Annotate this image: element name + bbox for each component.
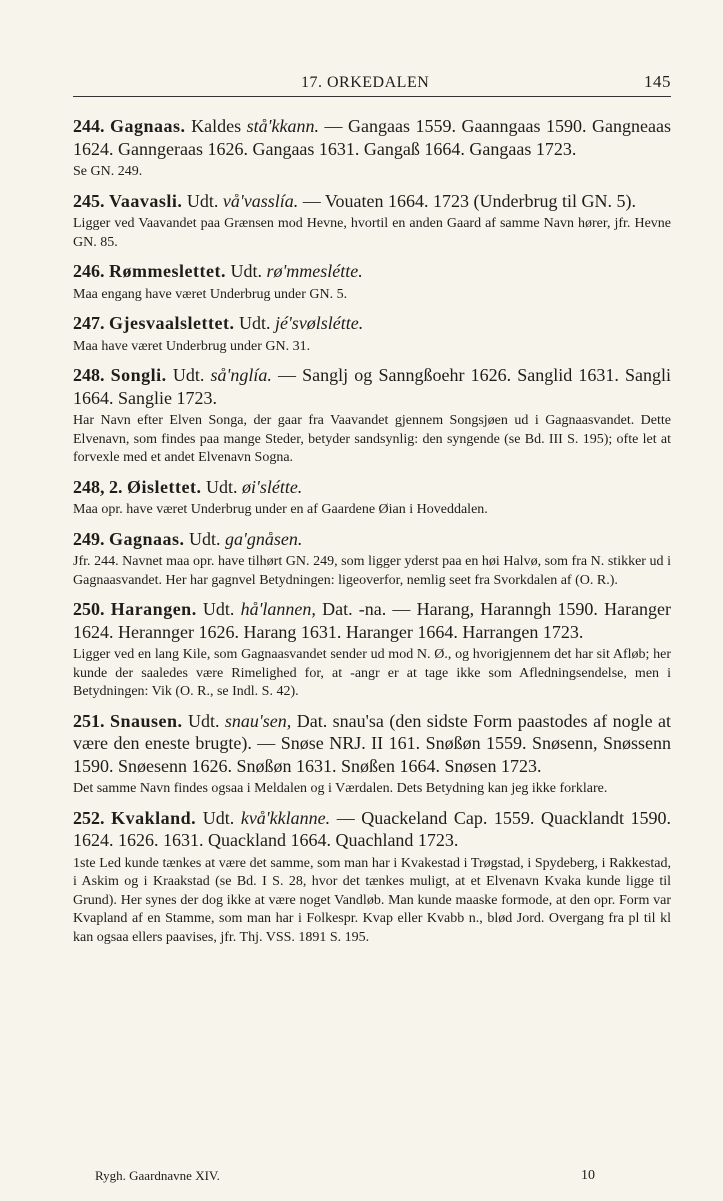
farm-name: Rømmeslettet. <box>109 261 226 281</box>
entry-number: 244. <box>73 116 105 136</box>
entry-number: 247. <box>73 313 105 333</box>
signature-mark: 10 <box>581 1168 595 1183</box>
farm-entry <box>73 528 671 591</box>
entry-number: 248, 2. <box>73 476 123 497</box>
pronunciation: stå'kkann. <box>246 116 319 136</box>
page-number: 145 <box>644 72 671 91</box>
entry-commentary: Det samme Navn findes ogsaa i Meldalen og i Værdalen. Dets Betydning kan jeg ikke forklare. <box>73 781 608 796</box>
chapter-title: 17. ORKEDALEN <box>301 74 430 91</box>
entry-number: 245. <box>73 190 105 211</box>
farm-entry <box>73 364 671 468</box>
entry-heading <box>73 598 671 643</box>
farm-name: Vaavasli. <box>109 190 183 211</box>
pronunciation: så'nglía. <box>210 365 272 385</box>
pronunciation: kvå'kklanne. <box>240 807 331 828</box>
pronunciation-label: Udt. <box>205 476 238 497</box>
pronunciation-label: Udt. <box>230 261 262 281</box>
entry-commentary: Maa engang have været Underbrug under GN. 5. <box>73 286 348 302</box>
entry-number: 252. <box>73 807 105 828</box>
farm-entry <box>73 260 671 304</box>
farm-entry <box>73 807 671 948</box>
entry-heading <box>73 115 671 160</box>
entry-heading <box>73 190 671 213</box>
pronunciation-label: Udt. <box>238 313 271 333</box>
footer-source: Rygh. Gaardnavne XIV. <box>95 1168 220 1183</box>
entry-heading <box>73 260 671 283</box>
farm-entry <box>73 598 671 702</box>
pronunciation: hå'lannen, <box>240 599 316 619</box>
farm-entry <box>73 312 671 356</box>
entry-commentary: Maa opr. have været Underbrug under en af Gaardene Øian i Hoveddalen. <box>73 502 488 517</box>
entry-commentary: Ligger ved Vaavandet paa Grænsen mod Hevne, hvortil en anden Gaard af samme Navn hører, jfr. Hevne GN. 85. <box>73 216 671 250</box>
entry-commentary: Maa have været Underbrug under GN. 31. <box>73 338 311 354</box>
farm-name: Gagnaas. <box>109 528 185 549</box>
entry-commentary: Jfr. 244. Navnet maa opr. have tilhørt GN. 249, som ligger yderst paa en høi Halvø, som fra N. stikker ud i Gagnaasvandet. Her har gagnvel Betydningen: ligeoverfor, nemlig seet fra Svorkdalen af (O. R.). <box>73 554 671 588</box>
pronunciation-label: Kaldes <box>191 116 242 136</box>
historical-forms: Dat. -na. — Harang, Haranngh 1590. Haranger 1624. Herannger 1626. Harang 1631. Haranger 1664. Harrangen 1723. <box>73 599 672 642</box>
farm-name: Øislettet. <box>127 476 202 497</box>
historical-forms: — Gangaas 1559. Gaanngaas 1590. Gangneaas 1624. Ganngeraas 1626. Gangaas 1631. Gangaß 1664. Gangaas 1723. <box>73 116 672 159</box>
entry-number: 249. <box>73 528 105 549</box>
entry-number: 248. <box>73 365 105 385</box>
pronunciation-label: Udt. <box>186 190 219 211</box>
historical-forms: — Quackeland Cap. 1559. Quacklandt 1590. 1624. 1626. 1631. Quackland 1664. Quachland 1723. <box>73 807 672 850</box>
pronunciation-label: Udt. <box>202 807 235 828</box>
pronunciation-label: Udt. <box>189 528 221 549</box>
farm-name: Songli. <box>110 365 167 385</box>
pronunciation: rø'mmeslétte. <box>266 261 363 281</box>
entry-commentary: 1ste Led kunde tænkes at være det samme, som man har i Kvakestad i Trøgstad, i Spydeberg, i Rakkestad, i Askim og i Kraakstad (se Bd. I S. 28, hvor det tænkes muligt, at et Elvenavn Kvaka kunde ligge til Grund). Her synes der dog ikke at være noget Vandløb. Man kunde maaske formode, at den opr. Form var Kvapland af en Stamme, som man har i Folkespr. Kvap eller Kvabb n., blød Jord. Overgang fra pl til kl kan ogsaa ellers paavises, jfr. Thj. VSS. 1891 S. 195. <box>73 855 671 945</box>
entry-heading <box>73 807 671 852</box>
entry-number: 246. <box>73 261 105 281</box>
running-header <box>73 72 671 97</box>
pronunciation: jé'svølslétte. <box>274 313 364 333</box>
historical-forms: — Sanglj og Sanngßoehr 1626. Sanglid 1631. Sangli 1664. Sanglie 1723. <box>73 365 672 408</box>
entry-heading <box>73 476 671 499</box>
farm-name: Harangen. <box>110 599 197 619</box>
farm-entry <box>73 476 671 520</box>
farm-entry <box>73 115 671 182</box>
historical-forms: — Vouaten 1664. 1723 (Underbrug til GN. 5). <box>302 190 637 211</box>
pronunciation-label: Udt. <box>202 599 235 619</box>
farm-name: Gagnaas. <box>110 116 186 136</box>
entry-heading <box>73 710 671 778</box>
pronunciation-label: Udt. <box>187 710 220 731</box>
entry-commentary: Se GN. 249. <box>73 164 143 179</box>
entry-commentary: Ligger ved en lang Kile, som Gagnaasvandet sender ud mod N. Ø., og hvorigjennem det har sit Afløb; her kunde der saaledes være Rimelighed for, at -angr er at tage ikke som Afledningsendelse, men i Betydningen: Vik (O. R., se Indl. S. 42). <box>73 647 671 699</box>
farm-name: Gjesvaalslettet. <box>109 313 235 333</box>
entry-number: 250. <box>73 599 105 619</box>
historical-forms: Dat. snau'sa (den sidste Form paastodes af nogle at være den eneste brugte). — Snøse NRJ. II 161. Snøßøn 1559. Snøsenn, Snøssenn 1590. Snøesenn 1626. Snøßøn 1631. Snøßen 1664. Snøsen 1723. <box>73 710 671 776</box>
entry-commentary: Har Navn efter Elven Songa, der gaar fra Vaavandet gjennem Songsjøen ud i Gagnaasvandet. Dette Elvenavn, som findes paa mange Steder, betyder sandsynlig: den syngende (se Bd. III S. 195); ofte let at forvexle med et andet Elvenavn Sogna. <box>73 413 671 465</box>
page-footer <box>95 1168 595 1184</box>
farm-entry <box>73 710 671 799</box>
entry-list <box>73 115 671 947</box>
document-page <box>73 72 671 947</box>
entry-heading <box>73 364 671 409</box>
pronunciation: snau'sen, <box>224 710 292 731</box>
pronunciation: vå'vasslía. <box>222 190 299 211</box>
entry-number: 251. <box>73 710 105 731</box>
farm-name: Snausen. <box>109 710 183 731</box>
farm-entry <box>73 190 671 253</box>
entry-heading <box>73 528 671 551</box>
pronunciation: ga'gnåsen. <box>225 528 303 549</box>
entry-heading <box>73 312 671 335</box>
pronunciation-label: Udt. <box>172 365 205 385</box>
farm-name: Kvakland. <box>111 807 197 828</box>
pronunciation: øi'slétte. <box>241 476 303 497</box>
